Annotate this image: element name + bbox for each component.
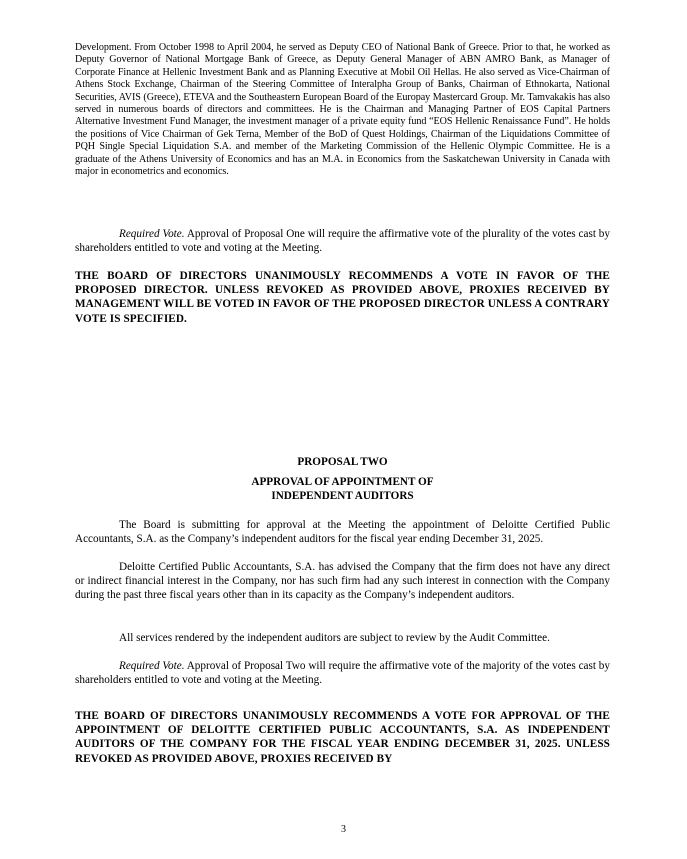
page-number: 3 — [341, 824, 346, 835]
proposal-two-heading: PROPOSAL TWO — [297, 456, 388, 468]
proposal-two-paragraph-audit-committee: All services rendered by the independent auditors are subject to review by the Audit Committee. — [119, 632, 550, 644]
proposal-two-board-recommendation: THE BOARD OF DIRECTORS UNANIMOUSLY RECOMMENDS A VOTE FOR APPROVAL OF THE APPOINTMENT OF DELOITTE CERTIFIED PUBLIC ACCOUNTANTS, S.A. AS INDEPENDENT AUDITORS OF THE COMPANY FOR THE FISCAL YEAR ENDING DECEMBER 31, 2025. UNLESS REVOKED AS PROVIDED ABOVE, PROXIES RECEIVED BY — [75, 710, 610, 765]
proposal-one-required-vote-paragraph — [75, 227, 610, 255]
proposal-two-required-vote-paragraph — [75, 659, 610, 687]
proposal-two-paragraph-appointment: The Board is submitting for approval at the Meeting the appointment of Deloitte Certified Public Accountants, S.A. as the Company’s independent auditors for the fiscal year ending December 31, 2025. — [75, 519, 610, 546]
director-biography-paragraph: Development. From October 1998 to April 2004, he served as Deputy CEO of National Bank of Greece. Prior to that, he worked as Deputy Governor of National Mortgage Bank of Greece, as Deputy General Manager of ABN AMRO Bank, as Manager of Corporate Finance at Hellenic Investment Bank and as Planning Executive at Mobil Oil Hellas. He also served as Vice-Chairman of Athens Stock Exchange, Chairman of the Steering Committee of Interalpha Group of Banks, Chairman of Ethnokarta, National Securities, AVIS (Greece), ETEVA and the Southeastern European Board of the Europay Mastercard Group. Mr. Tamvakakis has also served in numerous boards of directors and committees. He is the Chairman and Managing Partner of EOS Capital Partners Alternative Investment Fund Manager, the investment manager of a private equity fund “EOS Hellenic Renaissance Fund”. He holds the positions of Vice Chairman of Gek Terna, Member of the BoD of Quest Holdings, Chairman of the Liquidations Committee of PQH Single Special Liquidation S.A. and member of the Marketing Commission of the Hellenic Olympic Committee. He is a graduate of the Athens University of Economics and has an M.A. in Economics from the Saskatchewan University in Canada with major in econometrics and economics. — [75, 42, 610, 178]
required-vote-label: Required Vote. — [119, 660, 185, 672]
proposal-one-board-recommendation: THE BOARD OF DIRECTORS UNANIMOUSLY RECOMMENDS A VOTE IN FAVOR OF THE PROPOSED DIRECTOR. UNLESS REVOKED AS PROVIDED ABOVE, PROXIES RECEIVED BY MANAGEMENT WILL BE VOTED IN FAVOR OF THE PROPOSED DIRECTOR UNLESS A CONTRARY VOTE IS SPECIFIED. — [75, 270, 610, 325]
required-vote-text: Approval of Proposal Two will require the affirmative vote of the majority of the votes cast by shareholders entitled to vote and voting at the Meeting. — [75, 660, 610, 687]
proposal-two-title-line-1: APPROVAL OF APPOINTMENT OF — [251, 476, 434, 488]
proposal-two-paragraph-independence: Deloitte Certified Public Accountants, S.A. has advised the Company that the firm does not have any direct or indirect financial interest in the Company, nor has such firm had any such interest in connection with the Company during the past three fiscal years other than in its capacity as the Company’s independent auditors. — [75, 561, 610, 602]
required-vote-label: Required Vote. — [119, 228, 185, 240]
required-vote-text: Approval of Proposal One will require the affirmative vote of the plurality of the votes cast by shareholders entitled to vote and voting at the Meeting. — [75, 228, 610, 255]
proposal-two-title-line-2: INDEPENDENT AUDITORS — [271, 490, 414, 502]
